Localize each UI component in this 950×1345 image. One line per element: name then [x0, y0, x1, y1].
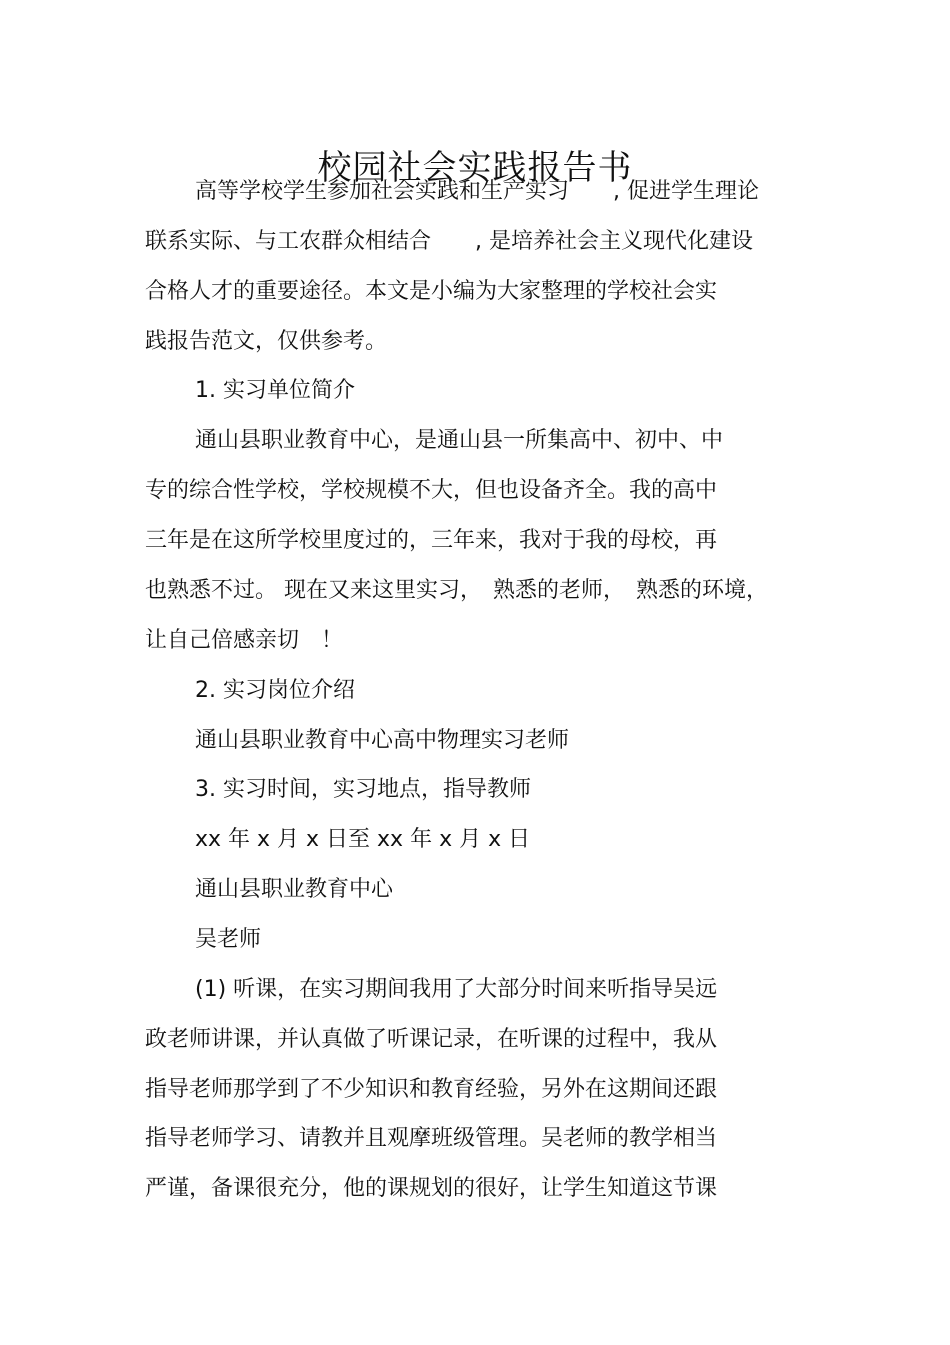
paragraph-line: 指导老师那学到了不少知识和教育经验，另外在这期间还跟 [145, 1077, 718, 1102]
paragraph-line: 合格人才的重要途径。本文是小编为大家整理的学校社会实 [145, 279, 718, 304]
paragraph-line: 严谨，备课很充分，他的课规划的很好，让学生知道这节课 [145, 1176, 718, 1201]
paragraph-line: 吴老师 [195, 927, 262, 952]
paragraph-line: 通山县职业教育中心 [195, 877, 394, 902]
paragraph-line: 专的综合性学校，学校规模不大，但也设备齐全。我的高中 [145, 478, 718, 503]
paragraph-line: 政老师讲课，并认真做了听课记录，在听课的过程中，我从 [145, 1027, 718, 1052]
paragraph-line: 践报告范文，仅供参考。 [145, 329, 388, 354]
paragraph-line: 指导老师学习、请教并且观摩班级管理。吴老师的教学相当 [145, 1126, 718, 1151]
paragraph-line: 让自己倍感亲切 ！ [145, 628, 344, 653]
paragraph-line: 高等学校学生参加社会实践和生产实习 , 促进学生理论 [195, 179, 759, 204]
section-heading: 1. 实习单位简介 [195, 378, 355, 403]
section-heading: 3. 实习时间，实习地点，指导教师 [195, 777, 531, 802]
section-heading: 2. 实习岗位介绍 [195, 678, 355, 703]
paragraph-line: xx 年 x 月 x 日至 xx 年 x 月 x 日 [195, 827, 531, 852]
paragraph-line: 联系实际、与工农群众相结合 , 是培养社会主义现代化建设 [145, 229, 753, 254]
document-title: 校园社会实践报告书 [317, 147, 633, 188]
paragraph-line: 也熟悉不过。 现在又来这里实习， 熟悉的老师， 熟悉的环境， [145, 578, 768, 603]
paragraph-line: (1) 听课，在实习期间我用了大部分时间来听指导吴远 [195, 977, 718, 1002]
paragraph-line: 通山县职业教育中心，是通山县一所集高中、初中、中 [195, 428, 724, 453]
paragraph-line: 三年是在这所学校里度过的，三年来，我对于我的母校，再 [145, 528, 718, 553]
paragraph-line: 通山县职业教育中心高中物理实习老师 [195, 728, 570, 753]
